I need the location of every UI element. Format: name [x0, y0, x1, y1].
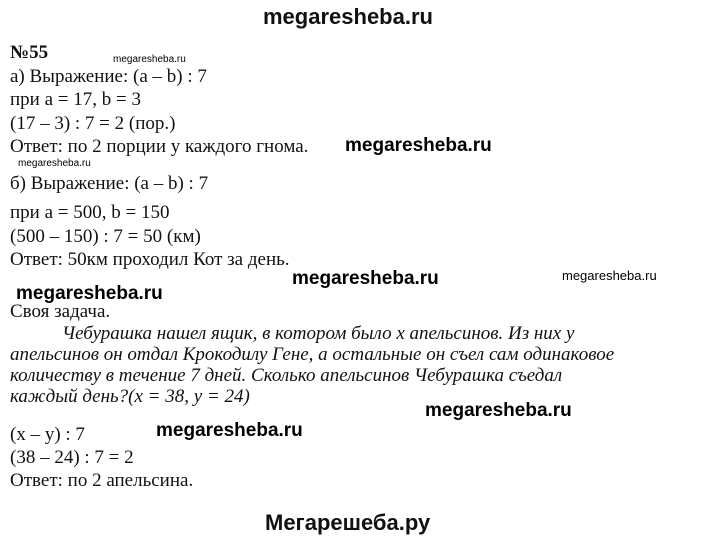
watermark: megaresheba.ru — [425, 400, 572, 421]
own-task-expression: (x – y) : 7 — [10, 424, 85, 445]
own-task-story — [10, 323, 710, 407]
part-a-expression: а) Выражение: (a – b) : 7 — [10, 66, 207, 87]
part-a-answer: Ответ: по 2 порции у каждого гнома. — [10, 136, 309, 157]
own-task-title: Своя задача. — [10, 301, 111, 322]
watermark: megaresheba.ru — [292, 268, 439, 289]
watermark: megaresheba.ru — [345, 135, 492, 156]
story-line: апельсинов он отдал Крокодилу Гене, а остальные он съел сам одинаковое — [10, 344, 615, 365]
own-task-calc: (38 – 24) : 7 = 2 — [10, 447, 134, 468]
watermark: megaresheba.ru — [113, 54, 186, 65]
part-a-given: при a = 17, b = 3 — [10, 89, 141, 110]
watermark: megaresheba.ru — [16, 283, 163, 304]
part-a-calc: (17 – 3) : 7 = 2 (пор.) — [10, 113, 176, 134]
part-b-calc: (500 – 150) : 7 = 50 (км) — [10, 226, 201, 247]
watermark: megaresheba.ru — [156, 420, 303, 441]
site-header: megaresheba.ru — [263, 4, 433, 29]
own-task-answer: Ответ: по 2 апельсина. — [10, 470, 194, 491]
watermark: megaresheba.ru — [18, 158, 91, 169]
site-footer: Мегарешеба.ру — [265, 510, 431, 535]
watermark: megaresheba.ru — [562, 268, 657, 283]
story-line: количеству в течение 7 дней. Сколько апельсинов Чебурашка съедал — [10, 365, 563, 386]
story-line: Чебурашка нашел ящик, в котором было x апельсинов. Из них у — [62, 323, 575, 344]
part-b-given: при a = 500, b = 150 — [10, 202, 170, 223]
part-b-expression: б) Выражение: (a – b) : 7 — [10, 173, 209, 194]
story-line: каждый день?(x = 38, y = 24) — [10, 386, 250, 407]
part-b-answer: Ответ: 50км проходил Кот за день. — [10, 249, 290, 270]
problem-number: №55 — [10, 42, 49, 63]
